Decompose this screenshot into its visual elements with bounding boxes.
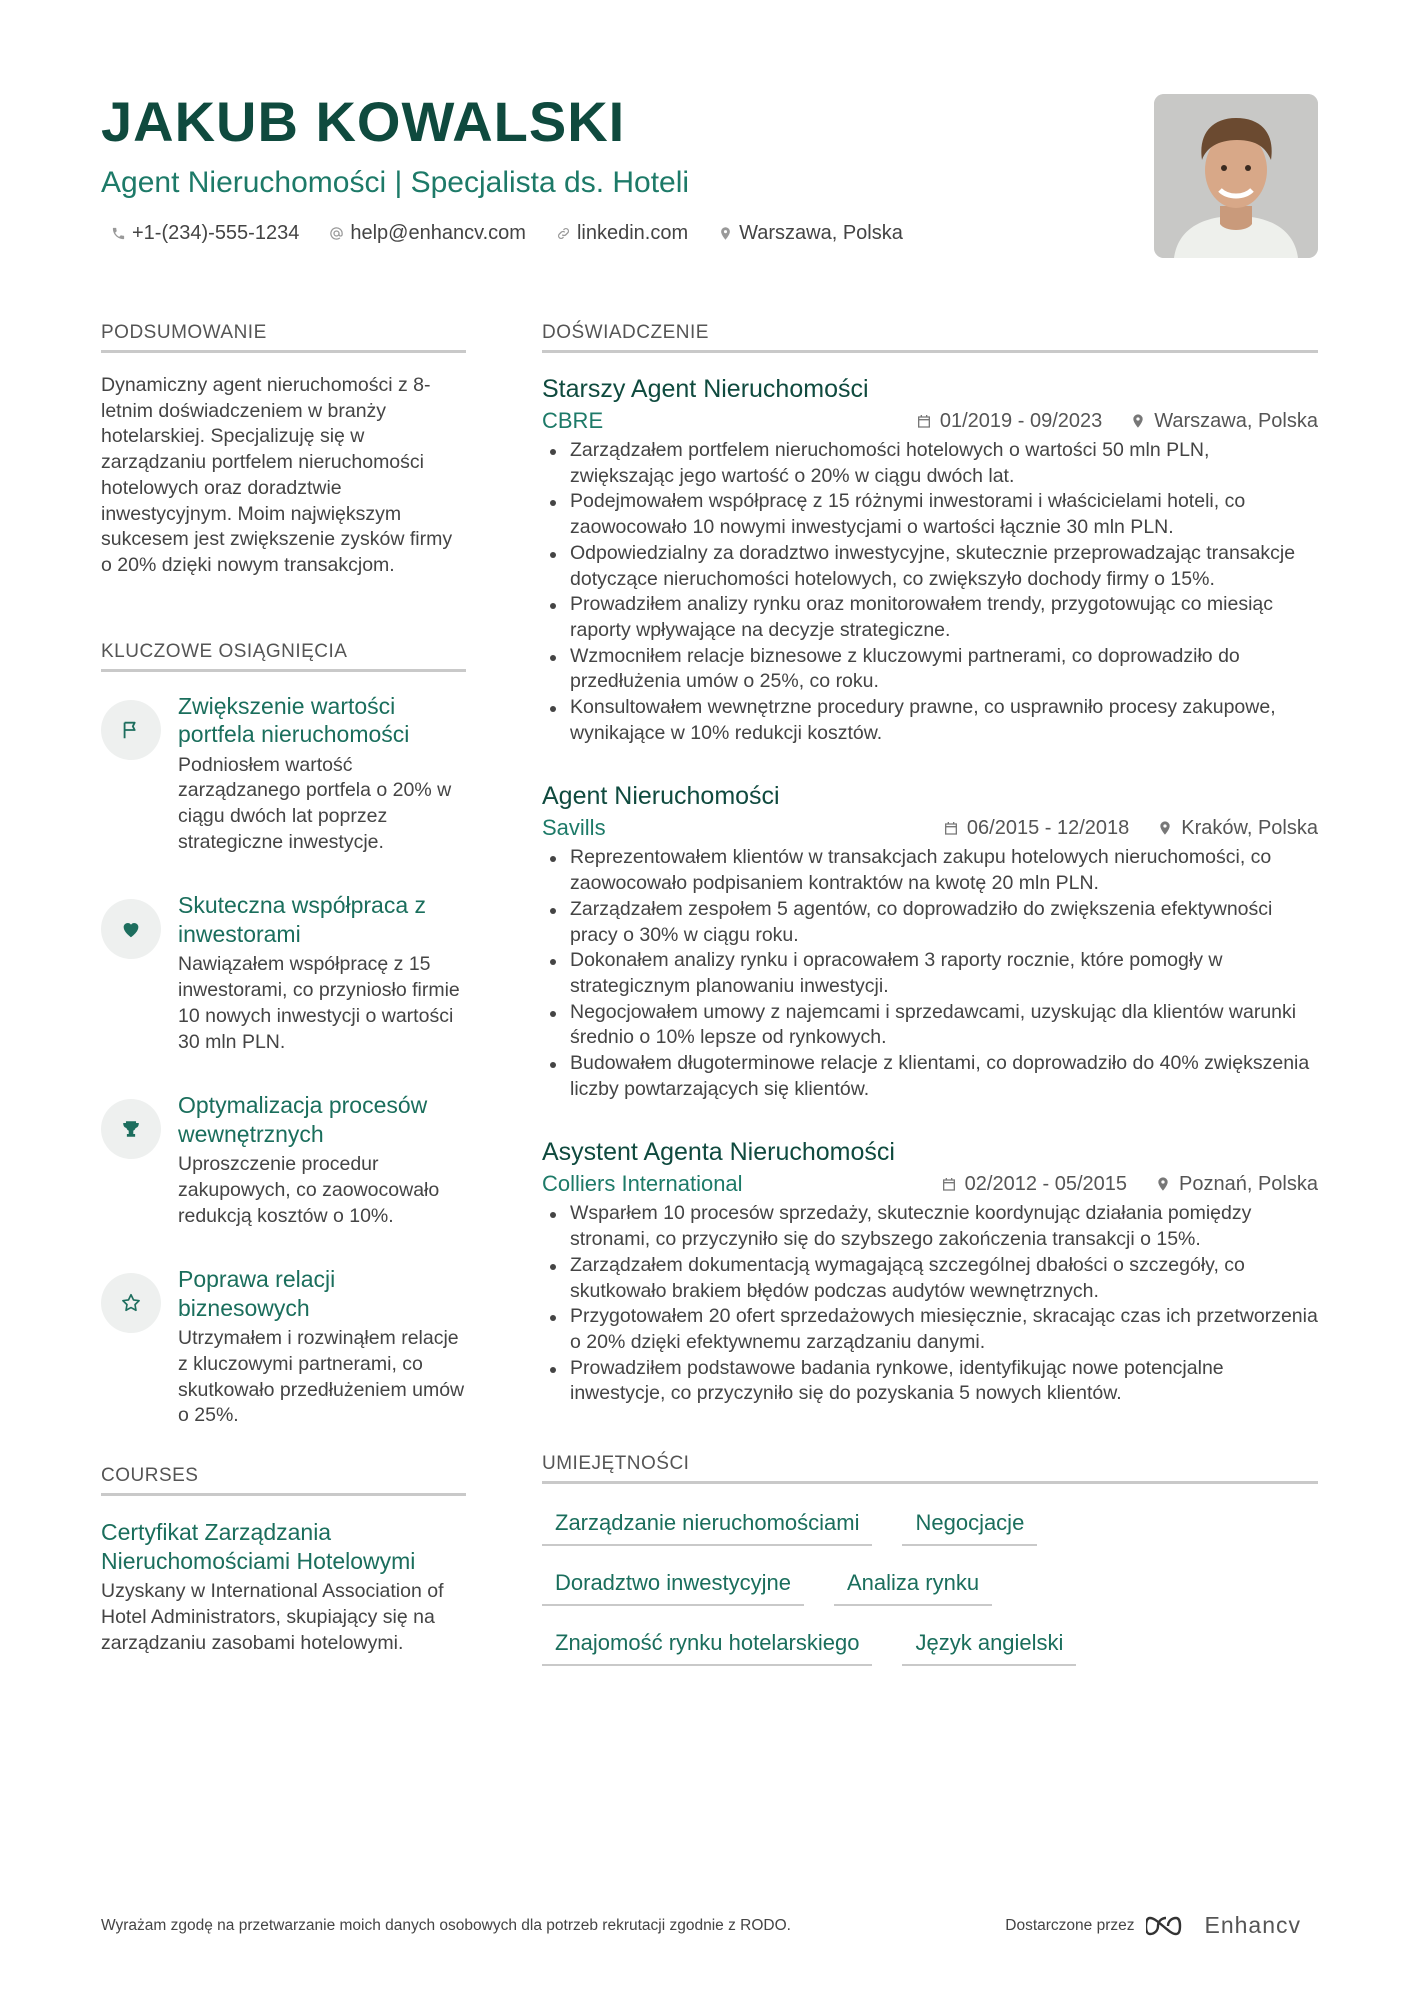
job-bullets xyxy=(542,1201,1318,1407)
powered-by-label: Dostarczone przez xyxy=(1005,1916,1135,1934)
skills-list xyxy=(542,1504,1318,1666)
job-title: Agent Nieruchomości xyxy=(542,782,780,811)
dates-text: 06/2015 - 12/2018 xyxy=(966,816,1130,839)
achievement-item xyxy=(101,692,466,856)
skill-tag: Analiza rynku xyxy=(834,1564,992,1606)
skill-tag: Negocjacje xyxy=(902,1504,1037,1546)
experience-heading: DOŚWIADCZENIE xyxy=(542,322,1318,353)
job-location xyxy=(1157,817,1318,840)
calendar-icon xyxy=(916,413,932,429)
phone-text: +1-(234)-555-1234 xyxy=(132,222,300,244)
achievement-title: Skuteczna współpraca z inwestorami xyxy=(178,892,427,947)
bullet-item: Prowadziłem analizy rynku oraz monitorowałem trendy, przygotowując co miesiąc raporty wpływające na decyzje strategiczne. xyxy=(542,592,1318,643)
bullet-item: Budowałem długoterminowe relacje z klientami, co doprowadziło do 40% zwiększenia liczby powtarzających się klientów. xyxy=(542,1051,1318,1102)
skill-tag: Język angielski xyxy=(902,1624,1076,1666)
company-name: Colliers International xyxy=(542,1171,743,1197)
job-bullets xyxy=(542,845,1318,1102)
job-dates xyxy=(941,1173,1127,1196)
email-text: help@enhancv.com xyxy=(350,222,526,244)
company-name: CBRE xyxy=(542,408,604,433)
enhancv-logo-icon xyxy=(1146,1915,1192,1937)
consent-text: Wyrażam zgodę na przetwarzanie moich danych osobowych dla potrzeb rekrutacji zgodnie z RODO. xyxy=(101,1916,791,1934)
bullet-item: Zarządzałem portfelem nieruchomości hotelowych o wartości 50 mln PLN, zwiększając jego wartość o 20% w ciągu dwóch lat. xyxy=(542,438,1318,489)
location-text: Poznań, Polska xyxy=(1179,1172,1318,1195)
candidate-name: JAKUB KOWALSKI xyxy=(101,90,626,153)
heart-icon xyxy=(101,899,161,959)
location-pin-icon xyxy=(1155,1176,1171,1192)
left-column xyxy=(101,322,466,1656)
skill-tag: Doradztwo inwestycyjne xyxy=(542,1564,804,1606)
link-icon xyxy=(556,226,571,241)
achievements-list xyxy=(101,692,466,1430)
bullet-item: Negocjowałem umowy z najemcami i sprzedawcami, uzyskując dla klientów warunki średnio o 10% lepsze od rynkowych. xyxy=(542,1000,1318,1051)
skill-tag: Zarządzanie nieruchomościami xyxy=(542,1504,872,1546)
summary-heading: PODSUMOWANIE xyxy=(101,322,466,353)
bullet-item: Odpowiedzialny za doradztwo inwestycyjne, skutecznie przeprowadzając transakcje dotyczące nieruchomości hotelowych, co zwiększyło dochody firmy o 15%. xyxy=(542,541,1318,592)
job-entry xyxy=(542,780,1318,1102)
trophy-icon xyxy=(101,1099,161,1159)
achievement-desc: Uproszczenie procedur zakupowych, co zaowocowało redukcją kosztów o 10%. xyxy=(178,1153,440,1227)
job-entry xyxy=(542,1136,1318,1407)
right-column xyxy=(542,322,1318,1666)
location-pin-icon xyxy=(1157,820,1173,836)
achievement-title: Optymalizacja procesów wewnętrznych xyxy=(178,1092,428,1147)
flag-icon xyxy=(101,700,161,760)
achievement-desc: Nawiązałem współpracę z 15 inwestorami, co przyniosło firmie 10 nowych inwestycji o wartości 30 mln PLN. xyxy=(178,953,460,1053)
brand-name: Enhancv xyxy=(1204,1912,1301,1938)
bullet-item: Konsultowałem wewnętrzne procedury prawne, co usprawniło procesy zakupowe, wynikające w 10% redukcji kosztów. xyxy=(542,695,1318,746)
job-location xyxy=(1155,1173,1318,1196)
skill-tag: Znajomość rynku hotelarskiego xyxy=(542,1624,872,1666)
dates-text: 01/2019 - 09/2023 xyxy=(939,409,1103,432)
course-desc: Uzyskany w International Association of Hotel Administrators, skupiający się na zarządzaniu zasobami hotelowymi. xyxy=(101,1580,444,1654)
phone-icon xyxy=(111,226,126,241)
job-meta xyxy=(542,815,1318,841)
job-title: Starszy Agent Nieruchomości xyxy=(542,375,869,403)
job-title: Asystent Agenta Nieruchomości xyxy=(542,1138,895,1167)
linkedin-text: linkedin.com xyxy=(576,222,689,244)
bullet-item: Dokonałem analizy rynku i opracowałem 3 raporty rocznie, które pomogły w strategicznym planowaniu inwestycji. xyxy=(542,948,1318,999)
location-pin-icon xyxy=(1130,413,1146,429)
location-text: Warszawa, Polska xyxy=(1154,409,1318,432)
bullet-item: Wzmocniłem relacje biznesowe z kluczowymi partnerami, co doprowadziło do przedłużenia umów o 25%, co roku. xyxy=(542,644,1318,695)
achievement-item xyxy=(101,891,466,1055)
job-meta xyxy=(542,408,1318,434)
calendar-icon xyxy=(941,1176,957,1192)
job-bullets xyxy=(542,438,1318,746)
bullet-item: Wsparłem 10 procesów sprzedaży, skutecznie koordynując działania pomiędzy stronami, co przyczyniło się do szybszego zakończenia transakcji o 15%. xyxy=(542,1201,1318,1252)
achievement-desc: Podniosłem wartość zarządzanego portfela o 20% w ciągu dwóch lat poprzez strategiczne inwestycje. xyxy=(178,753,452,853)
contact-email[interactable] xyxy=(329,222,526,245)
course-title: Certyfikat Zarządzania Nieruchomościami Hotelowymi xyxy=(101,1519,416,1574)
bullet-item: Zarządzałem zespołem 5 agentów, co doprowadziło do zwiększenia efektywności pracy o 30% w ciągu roku. xyxy=(542,897,1318,948)
profile-photo xyxy=(1154,94,1318,258)
location-text: Kraków, Polska xyxy=(1181,816,1318,839)
company-name: Savills xyxy=(542,815,606,841)
bullet-item: Zarządzałem dokumentacją wymagającą szczególnej dbałości o szczegóły, co skutkowało brakiem błędów podczas audytów wewnętrznych. xyxy=(542,1253,1318,1304)
summary-text: Dynamiczny agent nieruchomości z 8-letnim doświadczeniem w branży hotelarskiej. Specjalizuję się w zarządzaniu portfelem nieruchomości hotelowych oraz doradztwie inwestycyjnym. Moim największym sukcesem jest zwiększenie zysków firmy o 20% dzięki nowym transakcjom. xyxy=(101,374,453,576)
achievement-title: Zwiększenie wartości portfela nieruchomości xyxy=(178,692,410,748)
achievement-desc: Utrzymałem i rozwinąłem relacje z kluczowymi partnerami, co skutkowało przedłużeniem umów o 25%. xyxy=(178,1327,465,1427)
contact-linkedin[interactable] xyxy=(556,222,688,245)
contact-phone[interactable] xyxy=(111,222,299,245)
header xyxy=(101,90,1151,245)
achievement-title: Poprawa relacji biznesowych xyxy=(178,1266,336,1321)
powered-by[interactable] xyxy=(1005,1912,1301,1939)
courses-heading: COURSES xyxy=(101,1465,466,1496)
at-icon xyxy=(329,226,344,241)
skills-heading: UMIEJĘTNOŚCI xyxy=(542,1453,1318,1484)
dates-text: 02/2012 - 05/2015 xyxy=(964,1172,1128,1195)
achievements-heading: KLUCZOWE OSIĄGNIĘCIA xyxy=(101,641,466,672)
achievement-item xyxy=(101,1091,466,1229)
contact-bar xyxy=(101,222,1151,245)
job-entry xyxy=(542,373,1318,746)
bullet-item: Reprezentowałem klientów w transakcjach zakupu hotelowych nieruchomości, co zaowocowało podpisaniem kontraktów na kwotę 20 mln PLN. xyxy=(542,845,1318,896)
footer xyxy=(101,1912,1301,1939)
job-dates xyxy=(943,817,1129,840)
job-meta xyxy=(542,1171,1318,1197)
achievement-item xyxy=(101,1265,466,1429)
location-text: Warszawa, Polska xyxy=(739,222,903,244)
contact-location xyxy=(718,222,903,245)
job-location xyxy=(1130,410,1318,433)
bullet-item: Przygotowałem 20 ofert sprzedażowych miesięcznie, skracając czas ich przetworzenia o 20% dzięki efektywnemu zarządzaniu danymi. xyxy=(542,1304,1318,1355)
calendar-icon xyxy=(943,820,959,836)
bullet-item: Podejmowałem współpracę z 15 różnymi inwestorami i właścicielami hoteli, co zaowocowało 10 nowymi inwestycjami o wartości łącznie 30 mln PLN. xyxy=(542,489,1318,540)
location-pin-icon xyxy=(718,226,733,241)
star-icon xyxy=(101,1273,161,1333)
bullet-item: Prowadziłem podstawowe badania rynkowe, identyfikując nowe potencjalne inwestycje, co przyczyniło się do pozyskania 5 nowych klientów. xyxy=(542,1356,1318,1407)
candidate-title: Agent Nieruchomości | Specjalista ds. Hoteli xyxy=(101,166,690,199)
job-dates xyxy=(916,410,1102,433)
